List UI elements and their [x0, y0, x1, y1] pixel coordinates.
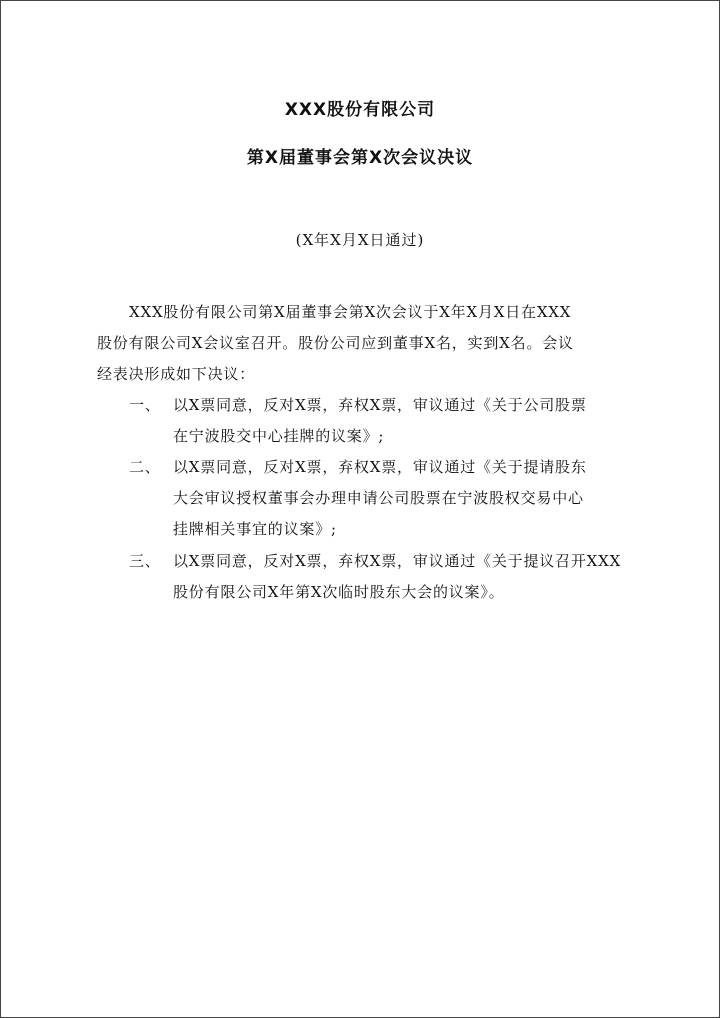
resolution-item-2 — [129, 452, 629, 545]
item-number: 二、 — [129, 458, 161, 476]
intro-line: 股份有限公司X会议室召开。股份公司应到董事X名，实到X名。会议 — [97, 334, 574, 352]
adoption-date: (X年X月X日通过) — [295, 231, 425, 249]
item-line: 以X票同意，反对X票，弃权X票，审议通过《关于公司股票 — [173, 396, 587, 414]
intro-line: XXX股份有限公司第X届董事会第X次会议于X年X月X日在XXX — [129, 303, 572, 321]
item-number: 三、 — [129, 552, 161, 570]
intro-line: 经表决形成如下决议： — [97, 365, 256, 383]
item-number: 一、 — [129, 396, 161, 414]
item-line: 挂牌相关事宜的议案》; — [173, 520, 337, 538]
item-line: 股份有限公司X年第X次临时股东大会的议案》。 — [173, 583, 505, 601]
resolution-title: 第X届董事会第X次会议决议 — [246, 148, 474, 168]
item-line: 以X票同意，反对X票，弃权X票，审议通过《关于提请股东 — [173, 458, 587, 476]
intro-paragraph — [97, 297, 629, 390]
resolution-item-1 — [129, 390, 629, 452]
company-title: XXX股份有限公司 — [284, 100, 436, 120]
resolution-item-3 — [129, 546, 629, 608]
item-line: 以X票同意，反对X票，弃权X票，审议通过《关于提议召开XXX — [173, 552, 622, 570]
item-line: 大会审议授权董事会办理申请公司股票在宁波股权交易中心 — [173, 489, 584, 507]
item-line: 在宁波股交中心挂牌的议案》; — [173, 427, 385, 445]
